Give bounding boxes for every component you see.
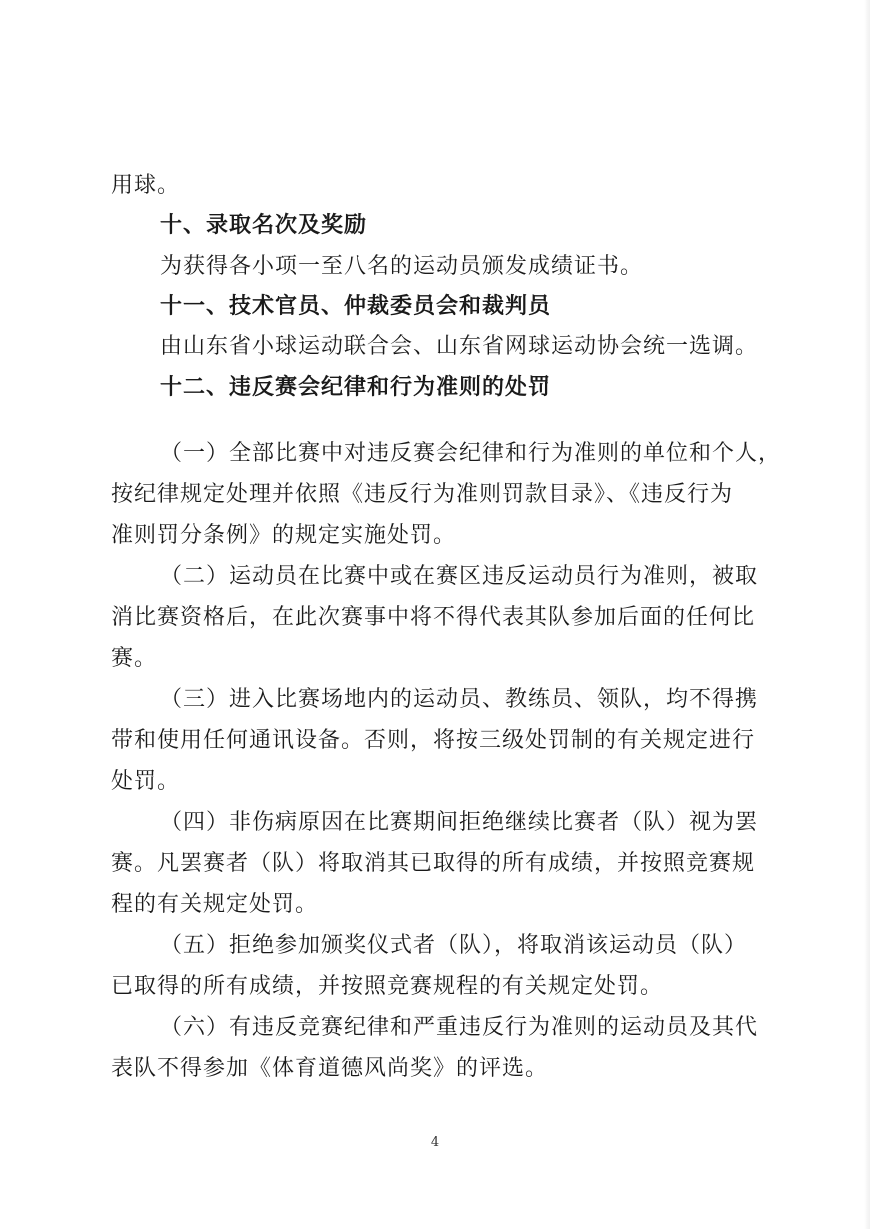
page-number: 4 bbox=[430, 1135, 440, 1150]
section-10-body: 为获得各小项一至八名的运动员颁发成绩证书。 bbox=[160, 254, 644, 279]
paragraph-3-line-2: 带和使用任何通讯设备。否则，将按三级处罚制的有关规定进行 bbox=[111, 728, 756, 753]
paragraph-1-line-2: 按纪律规定处理并依照《违反行为准则罚款目录》、《违反行为 bbox=[111, 482, 734, 507]
paragraph-1-line-1: （一）全部比赛中对违反赛会纪律和行为准则的单位和个人， bbox=[160, 441, 782, 466]
paragraph-2-line-1: （二）运动员在比赛中或在赛区违反运动员行为准则，被取 bbox=[160, 564, 759, 589]
section-11-body: 由山东省小球运动联合会、山东省网球运动协会统一选调。 bbox=[160, 334, 759, 359]
paragraph-3-line-1: （三）进入比赛场地内的运动员、教练员、领队，均不得携 bbox=[160, 687, 759, 712]
paragraph-5-line-1: （五）拒绝参加颁奖仪式者（队），将取消该运动员（队） bbox=[160, 933, 748, 958]
paragraph-4-line-2: 赛。凡罢赛者（队）将取消其已取得的所有成绩，并按照竞赛规 bbox=[111, 851, 756, 876]
paragraph-2-line-2: 消比赛资格后，在此次赛事中将不得代表其队参加后面的任何比 bbox=[111, 605, 756, 630]
paragraph-6-line-1: （六）有违反竞赛纪律和严重违反行为准则的运动员及其代 bbox=[160, 1015, 759, 1040]
page-edge bbox=[864, 0, 870, 1229]
section-heading-10: 十、录取名次及奖励 bbox=[160, 213, 368, 238]
text-line-continuation: 用球。 bbox=[111, 173, 181, 198]
paragraph-2-line-3: 赛。 bbox=[111, 646, 158, 671]
paragraph-3-line-3: 处罚。 bbox=[111, 769, 181, 794]
section-heading-11: 十一、技术官员、仲裁委员会和裁判员 bbox=[160, 294, 552, 319]
paragraph-6-line-2: 表队不得参加《体育道德风尚奖》的评选。 bbox=[111, 1056, 549, 1081]
paragraph-5-line-2: 已取得的所有成绩，并按照竞赛规程的有关规定处罚。 bbox=[111, 974, 664, 999]
section-heading-12: 十二、违反赛会纪律和行为准则的处罚 bbox=[160, 375, 552, 400]
paragraph-4-line-3: 程的有关规定处罚。 bbox=[111, 892, 319, 917]
paragraph-4-line-1: （四）非伤病原因在比赛期间拒绝继续比赛者（队）视为罢 bbox=[160, 810, 759, 835]
paragraph-1-line-3: 准则罚分条例》的规定实施处罚。 bbox=[111, 523, 457, 548]
